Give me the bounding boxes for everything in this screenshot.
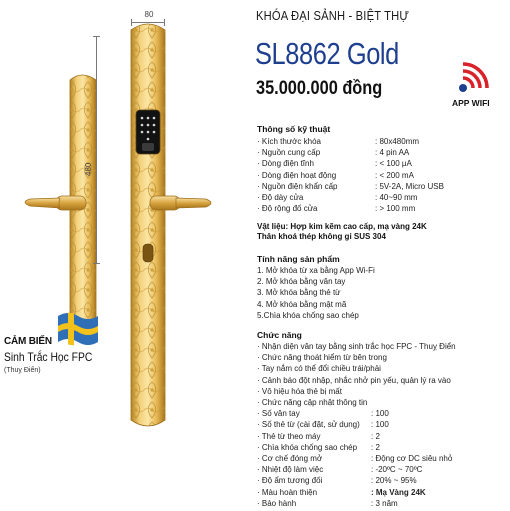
spec-label: · Kích thước khóa: [257, 137, 321, 146]
spec-label: · Bảo hành: [257, 498, 297, 508]
width-dimension-line: [131, 22, 165, 23]
spec-row: [257, 203, 507, 214]
spec-label: · Nguồn điện khẩn cấp: [257, 181, 338, 191]
spec-label: · Cơ chế đóng mở: [257, 454, 323, 464]
spec-row: [257, 181, 507, 192]
spec-label: · Độ ẩm tương đối: [257, 476, 323, 486]
spec-row: [257, 158, 507, 169]
function-item: [257, 397, 509, 408]
function-spec-row: [257, 498, 509, 509]
spec-label: 4. Mở khóa bằng mật mã: [257, 299, 347, 309]
function-spec-row: [257, 453, 509, 464]
spec-label: 3. Mở khóa bằng thẻ từ: [257, 288, 341, 298]
spec-value: : 5V-2A, Micro USB: [375, 181, 444, 191]
spec-value: : 3 năm: [371, 498, 398, 508]
spec-label: 5.Chìa khóa chống sao chép: [257, 310, 359, 320]
spec-value: : < 200 mA: [375, 170, 414, 180]
spec-label: · Tay nắm có thể đổi chiều trái/phải: [257, 364, 381, 374]
sensor-technology: Sinh Trắc Học FPC: [4, 350, 93, 364]
spec-label: · Số vân tay: [257, 409, 300, 419]
function-spec-row: [257, 487, 509, 498]
spec-value: : 100: [371, 420, 389, 430]
sensor-label: CẢM BIẾN: [4, 336, 52, 347]
features-list: [257, 265, 507, 321]
sensor-origin: (Thuỵ Điển): [4, 367, 41, 374]
spec-label: 1. Mở khóa từ xa bằng App Wi-Fi: [257, 266, 375, 275]
spec-value: : -20ºC ~ 70ºC: [371, 465, 423, 475]
height-dimension-line: [96, 36, 97, 264]
function-spec-row: [257, 408, 509, 419]
model-name: SL8862 Gold: [255, 36, 399, 71]
spec-label: · Dòng điện tĩnh: [257, 159, 314, 169]
spec-row: [257, 136, 507, 147]
spec-label: · Độ rộng đố cửa: [257, 204, 318, 214]
spec-label: · Chìa khóa chống sao chép: [257, 442, 358, 452]
feature-item: [257, 276, 507, 287]
spec-label: 2. Mở khóa bằng vân tay: [257, 277, 346, 287]
door-lock-image: [0, 0, 250, 506]
function-spec-row: [257, 419, 509, 430]
wifi-icon: [454, 60, 494, 96]
spec-value: : Mạ Vàng 24K: [371, 487, 426, 497]
spec-label: · Màu hoàn thiện: [257, 487, 318, 497]
spec-label: · Nguồn cung cấp: [257, 148, 321, 158]
spec-label: · Số thẻ từ (cài đặt, sử dụng): [257, 420, 360, 430]
function-item: [257, 375, 509, 386]
function-spec-row: [257, 464, 509, 475]
spec-value: : 4 pin AA: [375, 148, 410, 158]
spec-label: · Nhận diện vân tay bằng sinh trắc học FPC - Thuỵ Điển: [257, 342, 456, 351]
spec-value: : 2: [371, 431, 380, 441]
spec-label: · Dòng điện hoạt động: [257, 170, 337, 180]
function-spec-row: [257, 442, 509, 453]
features-title: Tính năng sản phẩm: [257, 254, 340, 264]
spec-value: : 2: [371, 442, 380, 452]
spec-label: · Chức năng cập nhật thông tin: [257, 398, 368, 408]
feature-item: [257, 265, 507, 276]
specs-title: Thông số kỹ thuật: [257, 124, 331, 134]
height-dimension-label: 480: [84, 162, 93, 176]
spec-value: : < 100 μA: [375, 159, 412, 169]
function-spec-row: [257, 431, 509, 442]
function-item: [257, 363, 509, 374]
spec-row: [257, 147, 507, 158]
specs-list: [257, 136, 507, 214]
function-item: [257, 341, 509, 352]
feature-item: [257, 310, 507, 321]
app-wifi-label: APP WIFI: [452, 98, 490, 108]
spec-label: · Thẻ từ theo máy: [257, 431, 321, 441]
feature-item: [257, 299, 507, 310]
sweden-flag-icon: [54, 308, 98, 350]
spec-row: [257, 170, 507, 181]
spec-value: : 100: [371, 409, 389, 419]
material-line-2: Thân khoá thép không gỉ SUS 304: [257, 232, 386, 241]
spec-value: : > 100 mm: [375, 204, 416, 214]
price: 35.000.000 đồng: [256, 78, 383, 99]
functions-list: [257, 341, 509, 509]
lock-illustration: [0, 0, 250, 506]
spec-value: : 40~90 mm: [375, 193, 418, 203]
spec-label: · Nhiệt độ làm việc: [257, 465, 324, 475]
function-item: [257, 352, 509, 363]
width-dimension-label: 80: [144, 10, 154, 19]
feature-item: [257, 287, 507, 298]
spec-row: [257, 192, 507, 203]
function-item: [257, 386, 509, 397]
spec-value: : 80x480mm: [375, 137, 420, 146]
spec-value: : 20% ~ 95%: [371, 476, 417, 486]
material-line-1: Vật liệu: Hợp kim kẽm cao cấp, mạ vàng 24K: [257, 222, 427, 231]
spec-label: · Vô hiệu hóa thẻ bị mất: [257, 386, 342, 396]
spec-label: · Chức năng thoát hiểm từ bên trong: [257, 353, 387, 363]
category-title: KHÓA ĐẠI SẢNH - BIỆT THỰ: [256, 8, 410, 23]
spec-label: · Cảnh báo đột nhập, nhắc nhở pin yếu, quản lý ra vào: [257, 375, 451, 385]
spec-value: : Động cơ DC siêu nhỏ: [371, 454, 453, 464]
function-spec-row: [257, 475, 509, 486]
spec-label: · Độ dày cửa: [257, 193, 304, 203]
functions-title: Chức năng: [257, 330, 302, 340]
